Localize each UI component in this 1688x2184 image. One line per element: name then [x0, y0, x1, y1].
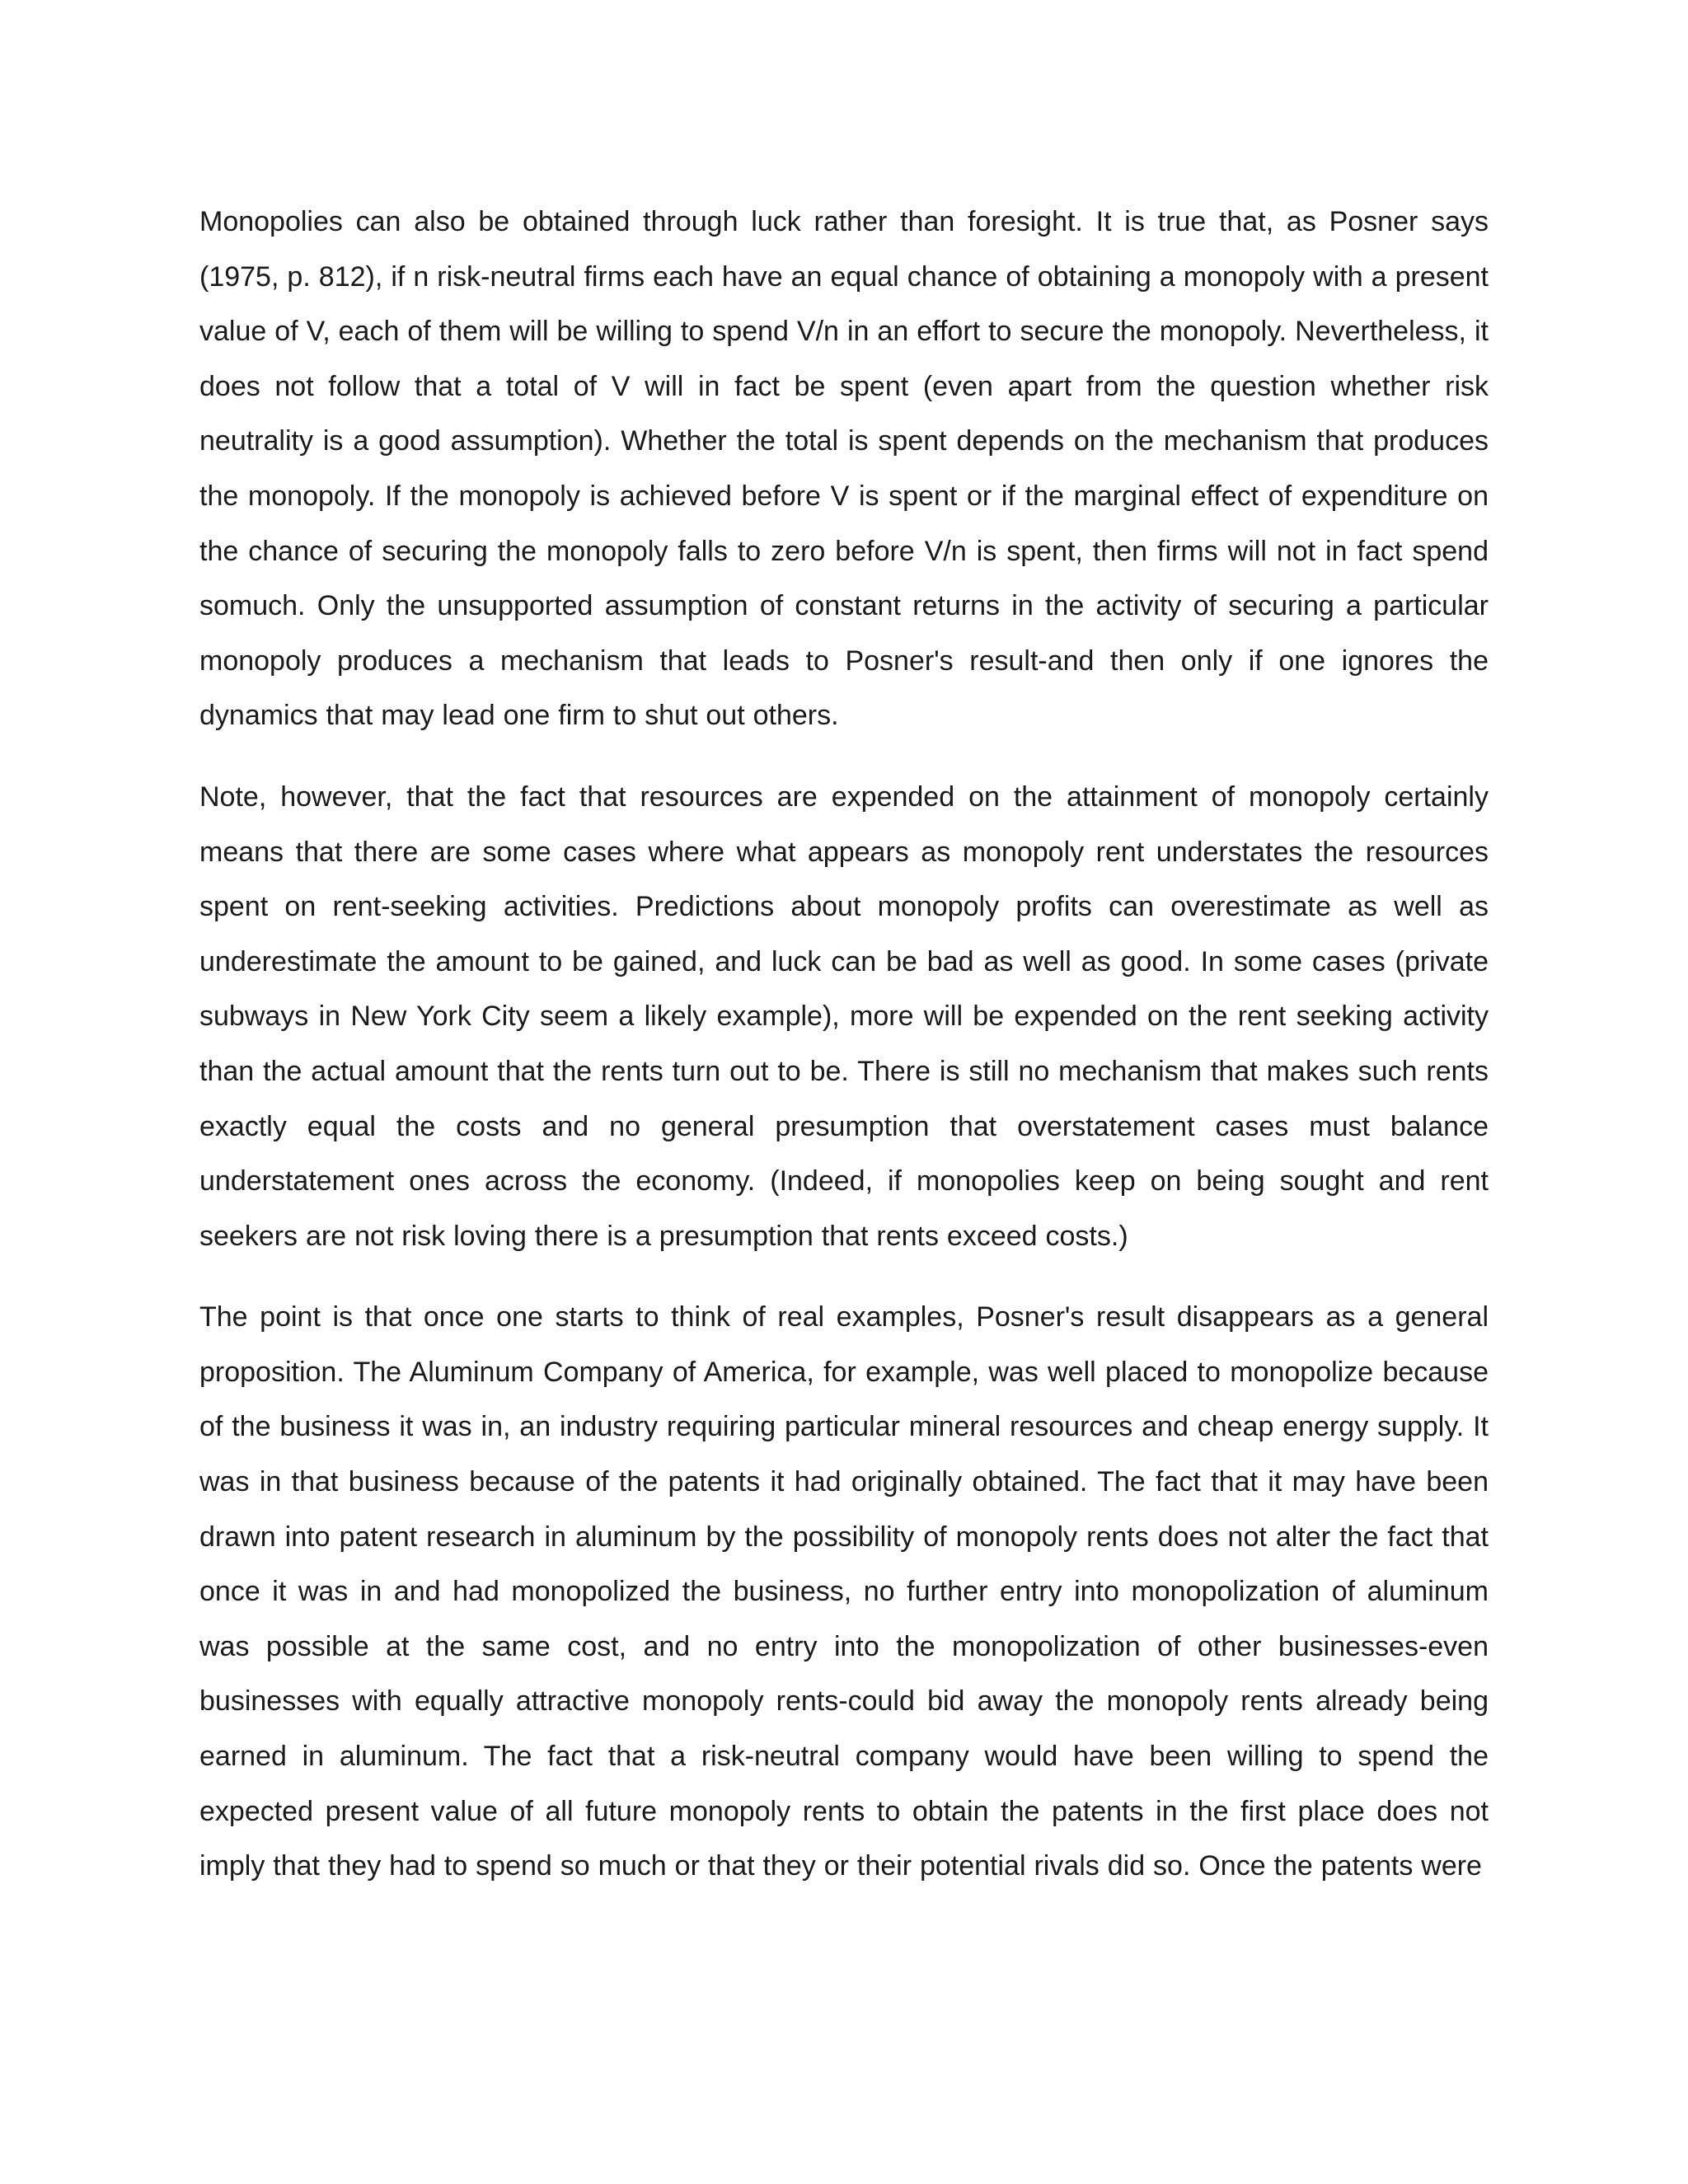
paragraph-luck-vs-foresight: Monopolies can also be obtained through luck rather than foresight. It is true that, as Posner says (1975, p. 812), if n risk-neutral firms each have an equal chance of obtaining a monopoly with a present value of V, each of them will be willing to spend V/n in an effort to secure the monopoly. Nevertheless, it does not follow that a total of V will in fact be spent (even apart from the question whether risk neutrality is a good assumption). Whether the total is spent depends on the mechanism that produces the monopoly. If the monopoly is achieved before V is spent or if the marginal effect of expenditure on the chance of securing the monopoly falls to zero before V/n is spent, then firms will not in fact spend somuch. Only the unsupported assumption of constant returns in the activity of securing a particular monopoly produces a mechanism that leads to Posner's result-and then only if one ignores the dynamics that may lead one firm to shut out others. — [199, 206, 1489, 732]
paragraph-resources-expended: Note, however, that the fact that resources are expended on the attainment of monopoly certainly means that there are some cases where what appears as monopoly rent understates the resources spent on rent-seeking activities. Predictions about monopoly profits can overestimate as well as underestimate the amount to be gained, and luck can be bad as well as good. In some cases (private subways in New York City seem a likely example), more will be expended on the rent seeking activity than the actual amount that the rents turn out to be. There is still no mechanism that makes such rents exactly equal the costs and no general presumption that overstatement cases must balance understatement ones across the economy. (Indeed, if monopolies keep on being sought and rent seekers are not risk loving there is a presumption that rents exceed costs.) — [199, 780, 1489, 1252]
text-column — [199, 194, 1489, 1894]
paragraph-real-examples: The point is that once one starts to think of real examples, Posner's result disappears as a general proposition. The Aluminum Company of America, for example, was well placed to monopolize because of the business it was in, an industry requiring particular mineral resources and cheap energy supply. It was in that business because of the patents it had originally obtained. The fact that it may have been drawn into patent research in aluminum by the possibility of monopoly rents does not alter the fact that once it was in and had monopolized the business, no further entry into monopolization of aluminum was possible at the same cost, and no entry into the monopolization of other businesses-even businesses with equally attractive monopoly rents-could bid away the monopoly rents already being earned in aluminum. The fact that a risk-neutral company would have been willing to spend the expected present value of all future monopoly rents to obtain the patents in the first place does not imply that they had to spend so much or that they or their potential rivals did so. Once the patents were — [199, 1301, 1489, 1882]
